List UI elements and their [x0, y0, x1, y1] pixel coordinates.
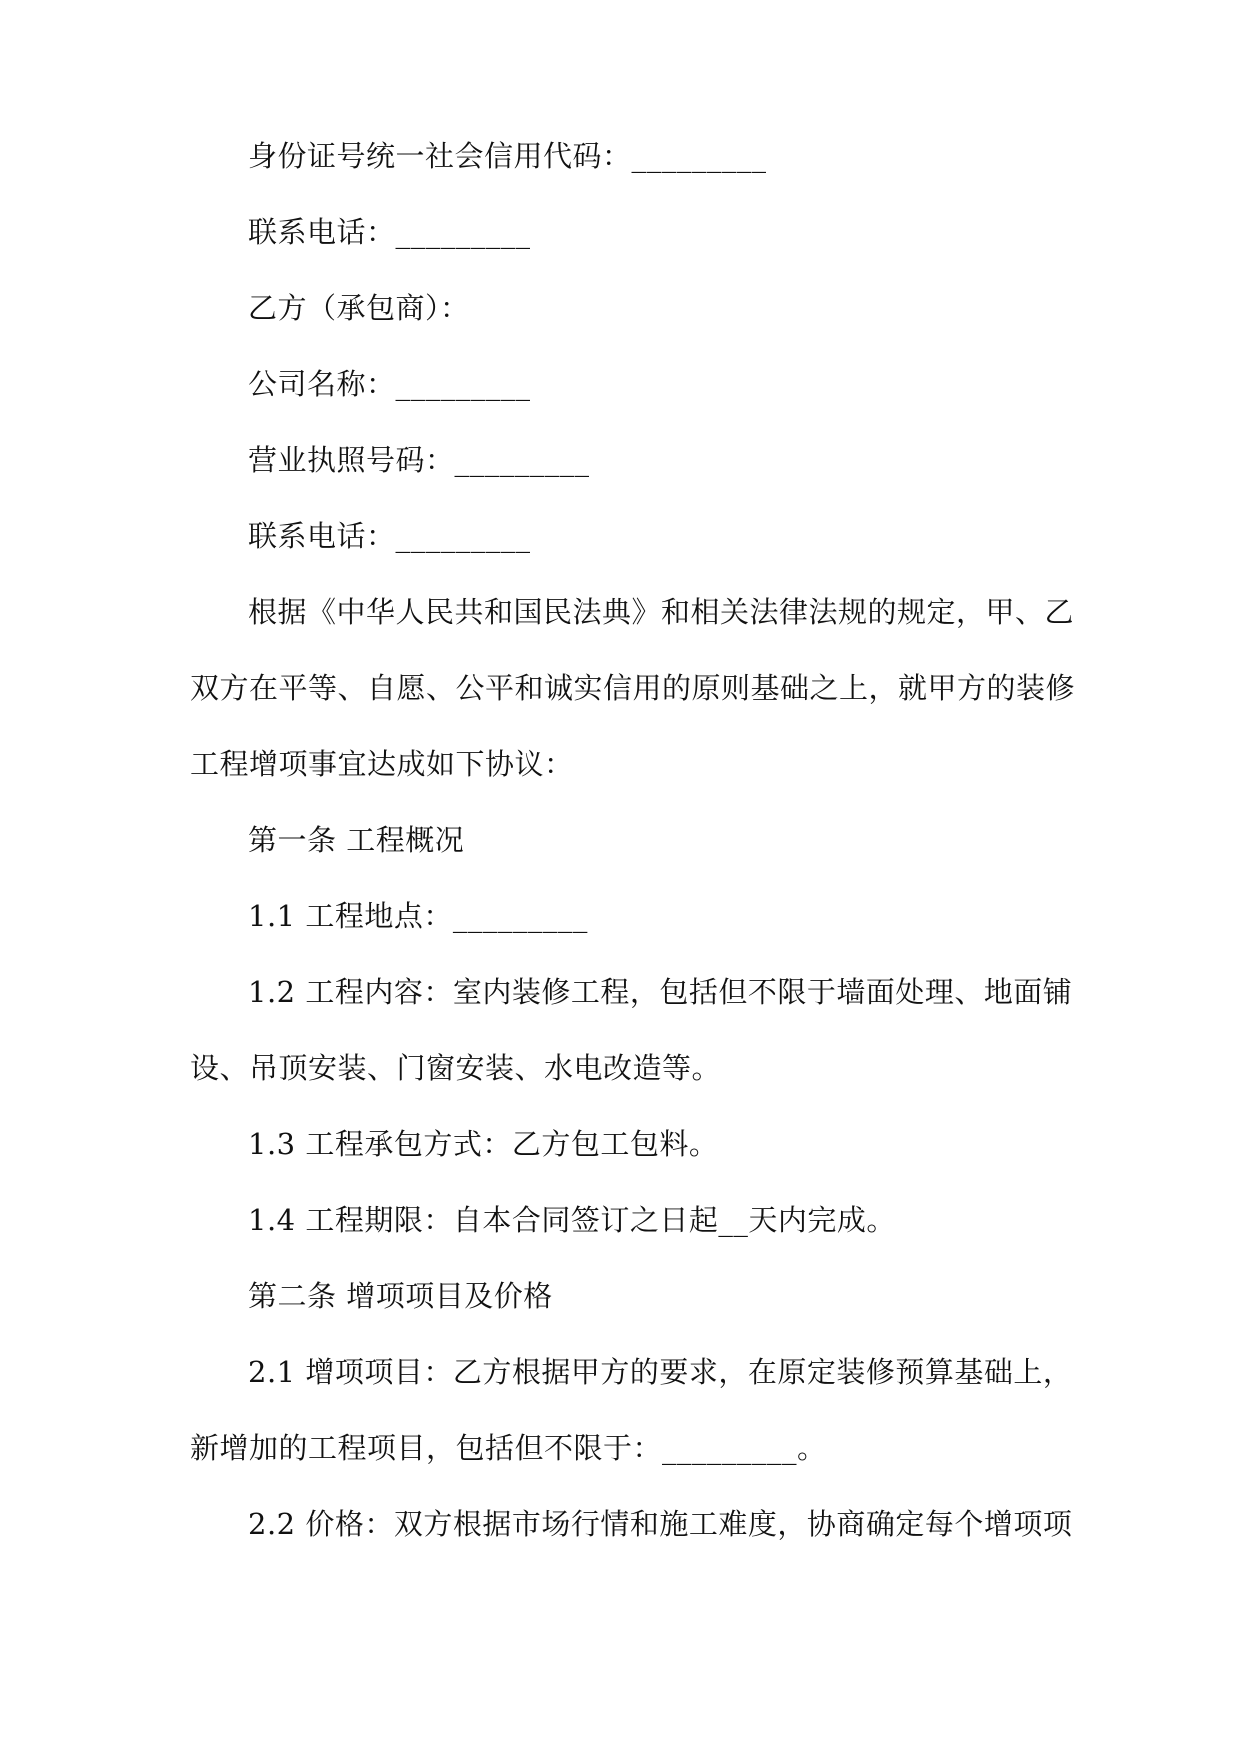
- document-body: [190, 137, 1076, 1581]
- clause-1-3: 1.3 工程承包方式：乙方包工包料。: [248, 1127, 719, 1161]
- clause-1-1: 1.1 工程地点：_________: [248, 899, 588, 933]
- article-2-title: 第二条 增项项目及价格: [248, 1279, 553, 1313]
- clause-2-1-line-1: 2.1 增项项目：乙方根据甲方的要求，在原定装修预算基础上，: [248, 1355, 1073, 1389]
- party-b-phone-line: 联系电话：_________: [248, 519, 531, 553]
- preamble-line-2: 双方在平等、自愿、公平和诚实信用的原则基础之上，就甲方的装修: [190, 671, 1076, 705]
- clause-1-4: 1.4 工程期限：自本合同签订之日起__天内完成。: [248, 1203, 896, 1237]
- preamble-line-3: 工程增项事宜达成如下协议：: [190, 747, 574, 781]
- company-name-line: 公司名称：_________: [248, 367, 531, 401]
- business-license-line: 营业执照号码：_________: [248, 443, 590, 477]
- clause-1-2-line-2: 设、吊顶安装、门窗安装、水电改造等。: [190, 1051, 722, 1085]
- id-number-line: 身份证号统一社会信用代码：_________: [248, 139, 767, 173]
- article-1-title: 第一条 工程概况: [248, 823, 465, 857]
- party-a-phone-line: 联系电话：_________: [248, 215, 531, 249]
- party-b-heading: 乙方（承包商）：: [248, 291, 470, 325]
- clause-2-1-line-2: 新增加的工程项目，包括但不限于：_________。: [190, 1431, 827, 1465]
- preamble-line-1: 根据《中华人民共和国民法典》和相关法律法规的规定，甲、乙: [248, 595, 1075, 629]
- clause-1-2-line-1: 1.2 工程内容：室内装修工程，包括但不限于墙面处理、地面铺: [248, 975, 1073, 1009]
- clause-2-2-line-1: 2.2 价格：双方根据市场行情和施工难度，协商确定每个增项项: [248, 1507, 1073, 1541]
